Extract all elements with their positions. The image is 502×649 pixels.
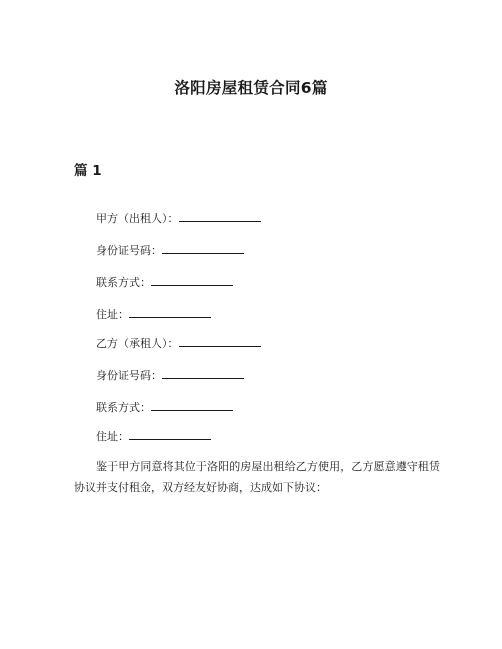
lessee-id-field [96,366,244,384]
lessor-contact-field [96,273,233,291]
lessee-contact-field [96,398,233,416]
agreement-preamble: 鉴于甲方同意将其位于洛阳的房屋出租给乙方使用，乙方愿意遵守租赁协议并支付租金，双方经友好协商，达成如下协议： [74,460,440,494]
field-label: 联系方式： [96,276,151,289]
fill-in-blank [179,334,261,347]
section-heading: 篇 1 [74,163,102,179]
lessor-id-field [96,241,244,259]
document-title: 洛阳房屋租赁合同6篇 [174,79,328,97]
field-label: 身份证号码： [96,244,162,257]
fill-in-blank [151,398,233,411]
field-label: 住址： [96,430,129,443]
fill-in-blank [179,209,261,222]
fill-in-blank [129,305,211,318]
field-label: 身份证号码： [96,369,162,382]
fill-in-blank [162,366,244,379]
field-label: 联系方式： [96,401,151,414]
fill-in-blank [151,273,233,286]
lessor-address-field [96,305,211,323]
field-label: 住址： [96,308,129,321]
field-label: 乙方（承租人）： [96,337,179,350]
fill-in-blank [129,427,211,440]
lessee-address-field [96,427,211,445]
fill-in-blank [162,241,244,254]
lessor-name-field [96,209,261,227]
field-label: 甲方（出租人）： [96,212,179,225]
lessee-name-field [96,334,261,352]
